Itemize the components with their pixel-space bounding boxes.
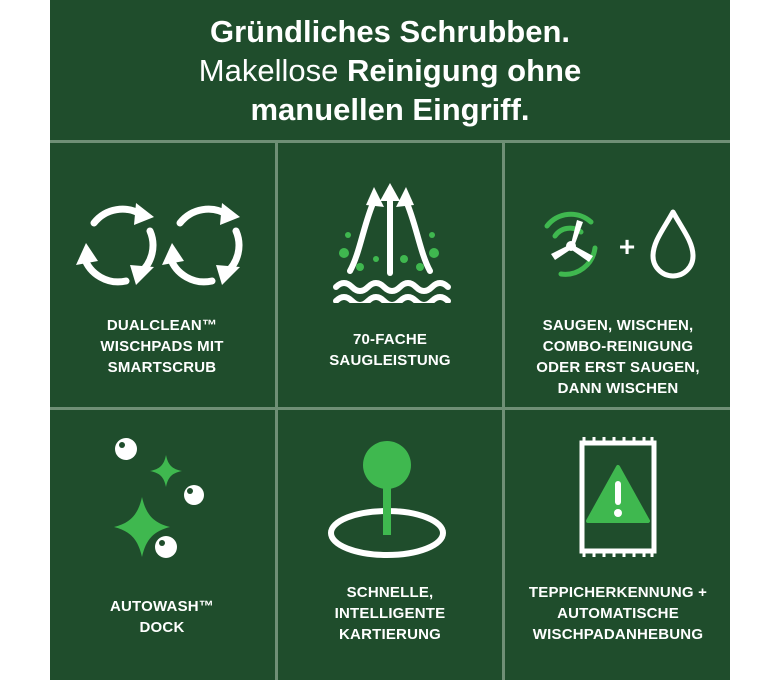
feature-carpet (506, 410, 730, 675)
suction-arrows-icon (278, 183, 502, 303)
headline-line-3: manuellen Eingriff. (250, 91, 530, 127)
headline (50, 0, 730, 140)
feature-dualclean-label: DUALCLEAN™ WISCHPADS MIT SMARTSCRUB (100, 317, 224, 376)
feature-suction-label: 70-FACHE SAUGLEISTUNG (329, 331, 451, 369)
feature-autowash-label: AUTOWASH™ DOCK (109, 598, 215, 636)
feature-modes-label: SAUGEN, WISCHEN, COMBO-REINIGUNG ODER ERST SAUGEN, DANN WISCHEN (536, 317, 700, 397)
feature-mapping-label: SCHNELLE, INTELLIGENTE KARTIERUNG (334, 584, 446, 643)
feature-suction (278, 143, 502, 408)
fan-plus-drop-icon (506, 183, 730, 303)
feature-modes (506, 143, 730, 408)
feature-carpet-label: TEPPICHERKENNUNG + AUTOMATISCHE WISCHPADANHEBUNG (528, 584, 708, 643)
headline-line-2: Makellose Reinigung ohne (198, 52, 582, 88)
feature-autowash (50, 410, 274, 675)
feature-panel (50, 0, 730, 680)
carpet-warning-icon (506, 440, 730, 560)
svg-text:+: + (618, 231, 636, 262)
sparkle-bubbles-icon (50, 440, 274, 560)
rotating-arrows-icon (50, 183, 274, 303)
map-pin-icon (278, 440, 502, 560)
feature-dualclean (50, 143, 274, 408)
feature-mapping (278, 410, 502, 675)
grid-divider-right (502, 140, 505, 680)
headline-line-1: Gründliches Schrubben. (210, 13, 570, 49)
